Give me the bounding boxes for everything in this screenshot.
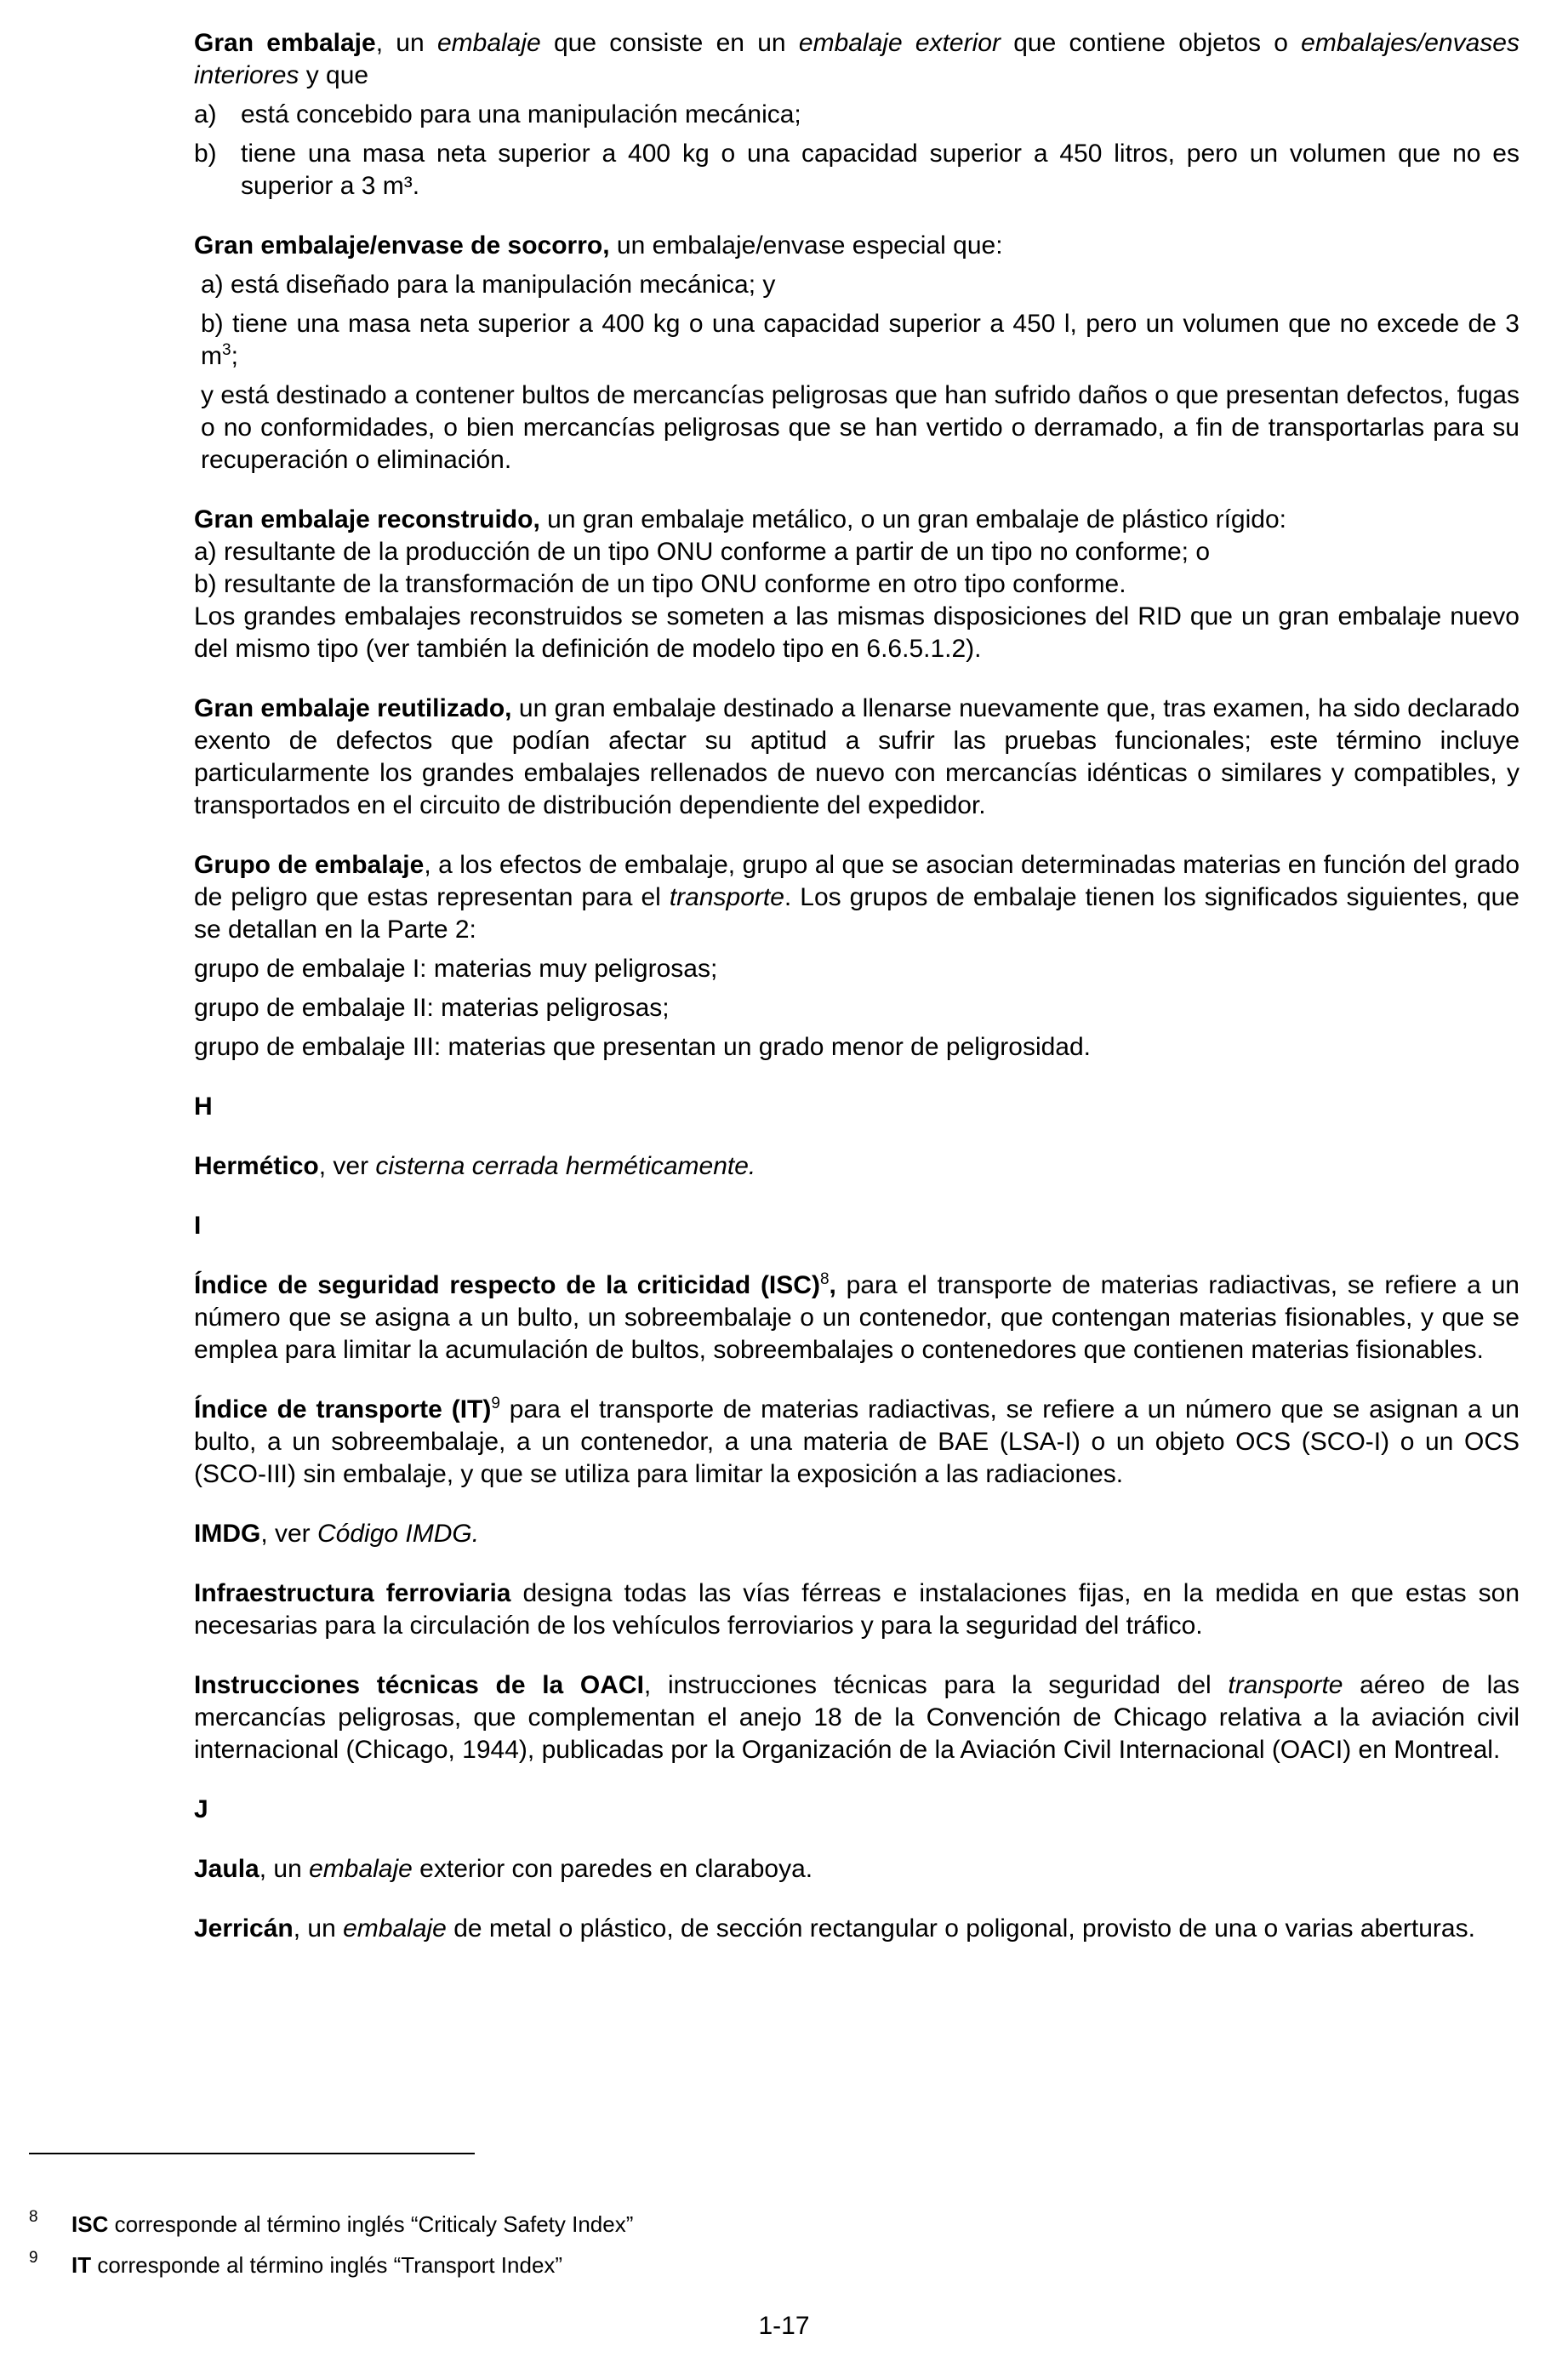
footnote-ref[interactable]: 8: [819, 1270, 830, 1288]
section-letter-i: I: [194, 1212, 202, 1240]
term: Hermético: [194, 1152, 319, 1180]
term: Índice de seguridad respecto de la criticidad (ISC): [194, 1271, 820, 1299]
definition-text: Gran embalaje reconstruido, un gran embalaje metálico, o un gran embalaje de plástico rígido:: [194, 505, 1286, 533]
entry-oaci: [194, 1669, 1520, 1766]
footnote-text: IT corresponde al término inglés “Transport Index”: [71, 2252, 563, 2278]
footnote-number: 9: [29, 2249, 38, 2267]
definition-text: Jerricán, un embalaje de metal o plástico, de sección rectangular o poligonal, provisto de una o varias aberturas.: [194, 1914, 1475, 1943]
list-item: grupo de embalaje I: materias muy peligrosas;: [194, 955, 718, 983]
definition-text: Gran embalaje, un embalaje que consiste en un embalaje exterior que contiene objetos o embalajes/envases interiores y que: [194, 29, 1520, 89]
list-item: a) resultante de la producción de un tipo ONU conforme a partir de un tipo no conforme; o: [194, 538, 1211, 566]
entry-gran-embalaje: [194, 27, 1520, 203]
definition-tail: y está destinado a contener bultos de mercancías peligrosas que han sufrido daños o que presentan defectos, fugas o no conformidades, o bien mercancías peligrosas que se han vertido o derramado, a fin de transportarlas para su recuperación o eliminación.: [201, 381, 1520, 474]
definition-text: Infraestructura ferroviaria designa todas las vías férreas e instalaciones fijas, en la medida en que estas son necesarias para la circulación de los vehículos ferroviarios y para la seguridad del tráfico.: [194, 1579, 1520, 1640]
definition-text: Índice de seguridad respecto de la criticidad (ISC)$^8$, para el transporte de materias radiactivas, se refiere a un número que se asigna a un bulto, un sobreembalaje o un contenedor, que contengan materias fisionables, y que se emplea para limitar la acumulación de bultos, sobreembalajes o contenedores que contienen materias fisionables.: [194, 1270, 1520, 1364]
entry-socorro: [194, 230, 1520, 476]
entry-reconstruido: [194, 504, 1520, 665]
entry-infraestructura: [194, 1578, 1520, 1642]
entry-grupo-embalaje: [194, 849, 1520, 1064]
term: Grupo de embalaje: [194, 851, 425, 879]
term: Jaula: [194, 1855, 259, 1883]
term: Gran embalaje/envase de socorro,: [194, 231, 610, 260]
list-item: b) tiene una masa neta superior a 400 kg o una capacidad superior a 450 l, pero un volumen que no excede de 3 $m^3$;: [201, 310, 1520, 370]
term: Gran embalaje reutilizado,: [194, 694, 512, 722]
definition-text: Grupo de embalaje, a los efectos de embalaje, grupo al que se asocian determinadas materias en función del grado de peligro que estas representan para el transporte. Los grupos de embalaje tienen los significados siguientes, que se detallan en la Parte 2:: [194, 851, 1520, 944]
entry-isc: [194, 1269, 1520, 1366]
list-item: b) resultante de la transformación de un tipo ONU conforme en otro tipo conforme.: [194, 570, 1126, 598]
list-item: b) tiene una masa neta superior a 400 kg o una capacidad superior a 450 litros, pero un volumen que no es superior a 3 m³.: [194, 140, 1520, 200]
entry-jerrican: [194, 1913, 1520, 1945]
list-item: grupo de embalaje II: materias peligrosas;: [194, 994, 670, 1022]
section-letter-j: J: [194, 1795, 208, 1823]
entry-imdg: [194, 1518, 1520, 1550]
definition-text: Índice de transporte (IT)$^9$ para el transporte de materias radiactivas, se refiere a un número que se asignan a un bulto, a un sobreembalaje, a un contenedor, a una materia de BAE (LSA-I) o un objeto OCS (SCO-I) o un OCS (SCO-III) sin embalaje, y que se utiliza para limitar la exposición a las radiaciones.: [194, 1395, 1520, 1488]
footnote-text: ISC corresponde al término inglés “Criticaly Safety Index”: [71, 2211, 634, 2237]
definition-text: Gran embalaje/envase de socorro, un embalaje/envase especial que:: [194, 231, 1003, 260]
entry-jaula: [194, 1853, 1520, 1886]
footnote-separator: [29, 2153, 475, 2154]
list-item: a) está concebido para una manipulación mecánica;: [194, 100, 801, 128]
definitions-body: [194, 27, 1520, 1972]
entry-it: [194, 1394, 1520, 1491]
definition-text: Hermético, ver cisterna cerrada herméticamente.: [194, 1152, 756, 1180]
term: Jerricán: [194, 1914, 294, 1943]
definition-text: Gran embalaje reutilizado, un gran embalaje destinado a llenarse nuevamente que, tras examen, ha sido declarado exento de defectos que podían afectar su aptitud a sufrir las pruebas funcionales; este término incluye particularmente los grandes embalajes rellenados de nuevo con mercancías idénticas o similares y compatibles, y transportados en el circuito de distribución dependiente del expedidor.: [194, 694, 1520, 819]
list-item: a) está diseñado para la manipulación mecánica; y: [201, 271, 776, 299]
definition-text: IMDG, ver Código IMDG.: [194, 1520, 480, 1548]
entry-reutilizado: [194, 693, 1520, 822]
definition-text: Instrucciones técnicas de la OACI, instrucciones técnicas para la seguridad del transporte aéreo de las mercancías peligrosas, que complementan el anejo 18 de la Convención de Chicago relativa a la aviación civil internacional (Chicago, 1944), publicadas por la Organización de la Aviación Civil Internacional (OACI) en Montreal.: [194, 1671, 1520, 1764]
definition-text: Jaula, un embalaje exterior con paredes en claraboya.: [194, 1855, 813, 1883]
term: Gran embalaje reconstruido,: [194, 505, 540, 533]
term: Gran embalaje: [194, 29, 376, 57]
footnote-ref[interactable]: 9: [491, 1395, 500, 1412]
section-letter-h: H: [194, 1093, 213, 1121]
footnote-number: 8: [29, 2208, 38, 2226]
term: IMDG: [194, 1520, 261, 1548]
term: Instrucciones técnicas de la OACI: [194, 1671, 644, 1699]
term: Infraestructura ferroviaria: [194, 1579, 511, 1607]
page-number: 1-17: [758, 2312, 810, 2340]
definition-tail: Los grandes embalajes reconstruidos se someten a las mismas disposiciones del RID que un gran embalaje nuevo del mismo tipo (ver también la definición de modelo tipo en 6.6.5.1.2).: [194, 602, 1520, 663]
list-item: grupo de embalaje III: materias que presentan un grado menor de peligrosidad.: [194, 1033, 1091, 1061]
term: Índice de transporte (IT): [194, 1395, 492, 1423]
entry-hermetico: [194, 1150, 1520, 1183]
